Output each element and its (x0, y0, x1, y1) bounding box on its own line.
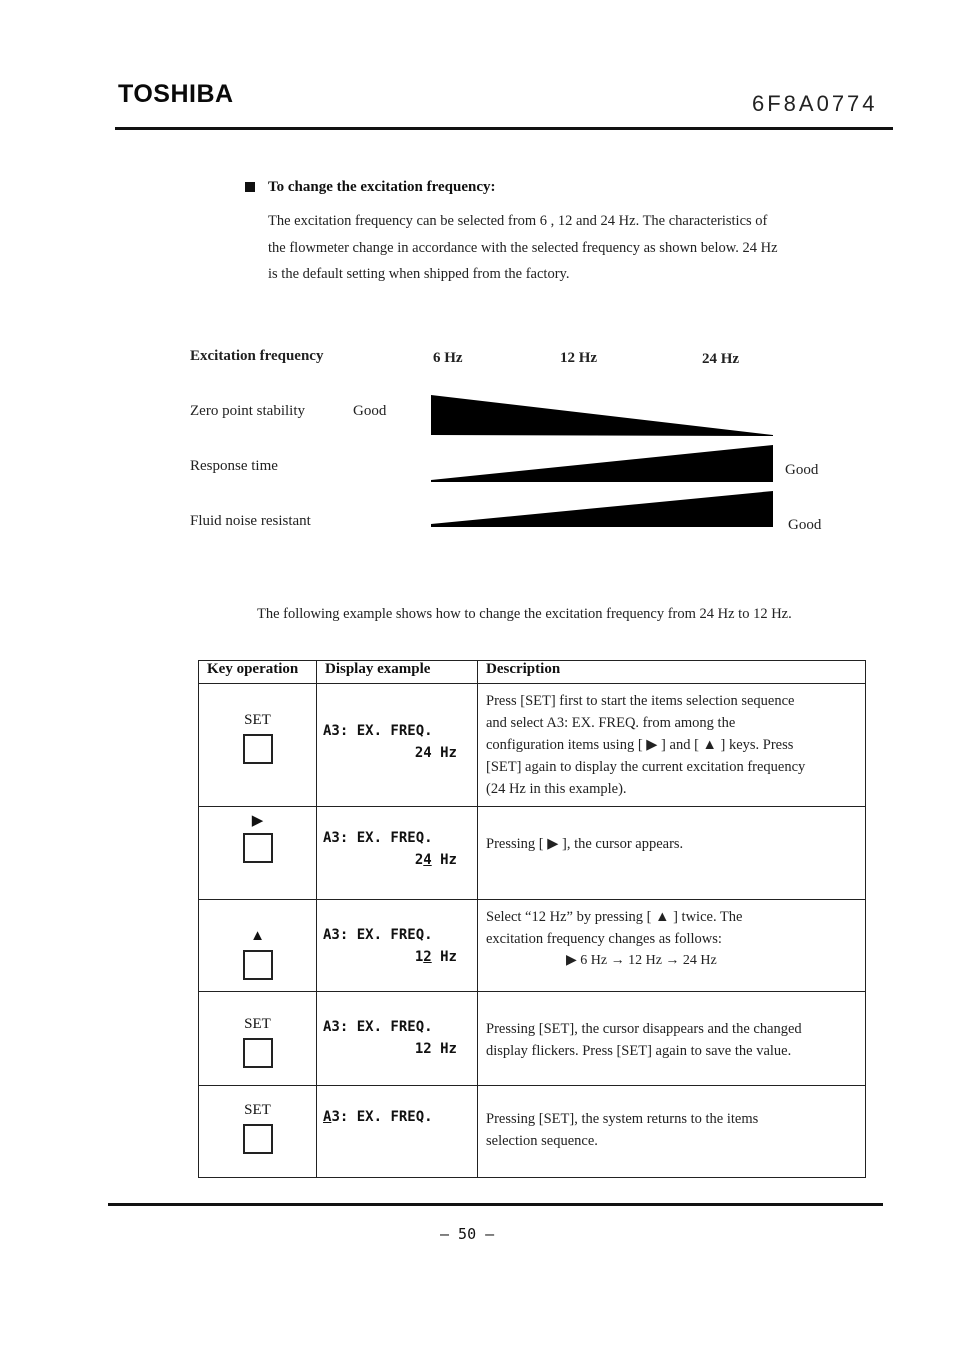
set-key-icon (243, 1038, 273, 1068)
description-line: Select “12 Hz” by pressing [ ▲ ] twice. The (486, 909, 743, 925)
display-line: A3: EX. FREQ. (323, 1109, 433, 1125)
description-line: (24 Hz in this example). (486, 781, 627, 797)
description-line: [SET] again to display the current excitation frequency (486, 759, 806, 775)
paragraph-line: the flowmeter change in accordance with the selected frequency as shown below. 24 Hz (268, 240, 778, 256)
section-heading: To change the excitation frequency: (268, 179, 496, 195)
paragraph-line: The excitation frequency can be selected from 6 , 12 and 24 Hz. The characteristics of (268, 213, 768, 229)
brand-logo: TOSHIBA (118, 80, 234, 108)
description-line: excitation frequency changes as follows: (486, 931, 722, 947)
frequency-cycle: ▶ 6 Hz → 12 Hz → 24 Hz (566, 953, 717, 968)
display-cell (317, 684, 478, 807)
table-row (199, 992, 866, 1086)
zero-point-good-label: Good (353, 403, 387, 419)
description-line: Pressing [SET], the cursor disappears and the changed (486, 1021, 802, 1037)
key-cell (199, 900, 317, 992)
fluid-noise-label: Fluid noise resistant (190, 513, 311, 529)
right-key-label: ▶ (251, 813, 264, 829)
description-line: configuration items using [ ▶ ] and [ ▲ ] keys. Press (486, 737, 794, 753)
description-line: display flickers. Press [SET] again to save the value. (486, 1043, 792, 1059)
fluid-noise-wedge (431, 491, 773, 527)
cursor-digit: 2 (423, 949, 432, 965)
display-line: A3: EX. FREQ. (323, 927, 433, 943)
description-cell (478, 684, 866, 807)
zero-point-stability-label: Zero point stability (190, 403, 305, 419)
description-header: Description (478, 661, 866, 684)
set-key-label: SET (244, 1016, 271, 1032)
display-line: A3: EX. FREQ. (323, 830, 433, 846)
cursor-digit: 4 (423, 852, 432, 868)
description-line: Pressing [SET], the system returns to the items (486, 1111, 759, 1127)
freq-24hz-label: 24 Hz (702, 351, 740, 367)
description-line: selection sequence. (486, 1133, 598, 1149)
key-cell (199, 992, 317, 1086)
display-line: 12 Hz (414, 949, 457, 965)
cursor-char: A (323, 1109, 332, 1125)
header-rule (115, 127, 893, 130)
freq-12hz-label: 12 Hz (560, 350, 598, 366)
display-cell (317, 992, 478, 1086)
page-number: — 50 — (440, 1225, 495, 1243)
description-cell (478, 900, 866, 992)
display-line: 24 Hz (414, 745, 457, 761)
table-row (199, 684, 866, 807)
description-cell (478, 992, 866, 1086)
description-line: and select A3: EX. FREQ. from among the (486, 715, 736, 731)
key-cell (199, 807, 317, 900)
set-key-icon (243, 1124, 273, 1154)
display-line: 12 Hz (414, 1041, 457, 1057)
response-time-label: Response time (190, 458, 278, 474)
display-cell (317, 807, 478, 900)
set-key-label: SET (244, 1102, 271, 1118)
set-key-label: SET (244, 712, 271, 728)
up-key-icon (243, 950, 273, 980)
table-row (199, 1086, 866, 1178)
zero-point-wedge (431, 395, 773, 436)
right-key-icon (243, 833, 273, 863)
example-intro: The following example shows how to change the excitation frequency from 24 Hz to 12 Hz. (257, 606, 792, 622)
response-time-wedge (431, 445, 773, 482)
up-key-label: ▲ (250, 928, 265, 944)
display-cell (317, 900, 478, 992)
document-number: 6F8A0774 (752, 91, 878, 116)
display-line: 24 Hz (414, 852, 457, 868)
fluid-noise-good-label: Good (788, 517, 822, 533)
table-row (199, 807, 866, 900)
set-key-icon (243, 734, 273, 764)
key-operation-header: Key operation (199, 661, 317, 684)
key-cell (199, 1086, 317, 1178)
display-line: A3: EX. FREQ. (323, 723, 433, 739)
freq-6hz-label: 6 Hz (433, 350, 463, 366)
table-row (199, 900, 866, 992)
description-line: Press [SET] first to start the items selection sequence (486, 693, 795, 709)
display-cell (317, 1086, 478, 1178)
display-line: A3: EX. FREQ. (323, 1019, 433, 1035)
paragraph-line: is the default setting when shipped from the factory. (268, 266, 570, 282)
footer-rule (108, 1203, 883, 1206)
display-example-header: Display example (317, 661, 478, 684)
excitation-frequency-label: Excitation frequency (190, 348, 324, 364)
bullet-icon (245, 182, 255, 192)
description-cell (478, 1086, 866, 1178)
key-cell (199, 684, 317, 807)
table-header-row (199, 661, 866, 684)
characteristic-wedges (430, 390, 780, 535)
response-time-good-label: Good (785, 462, 819, 478)
description-cell (478, 807, 866, 900)
key-operation-table (198, 660, 866, 1178)
description-line: Pressing [ ▶ ], the cursor appears. (486, 836, 684, 852)
